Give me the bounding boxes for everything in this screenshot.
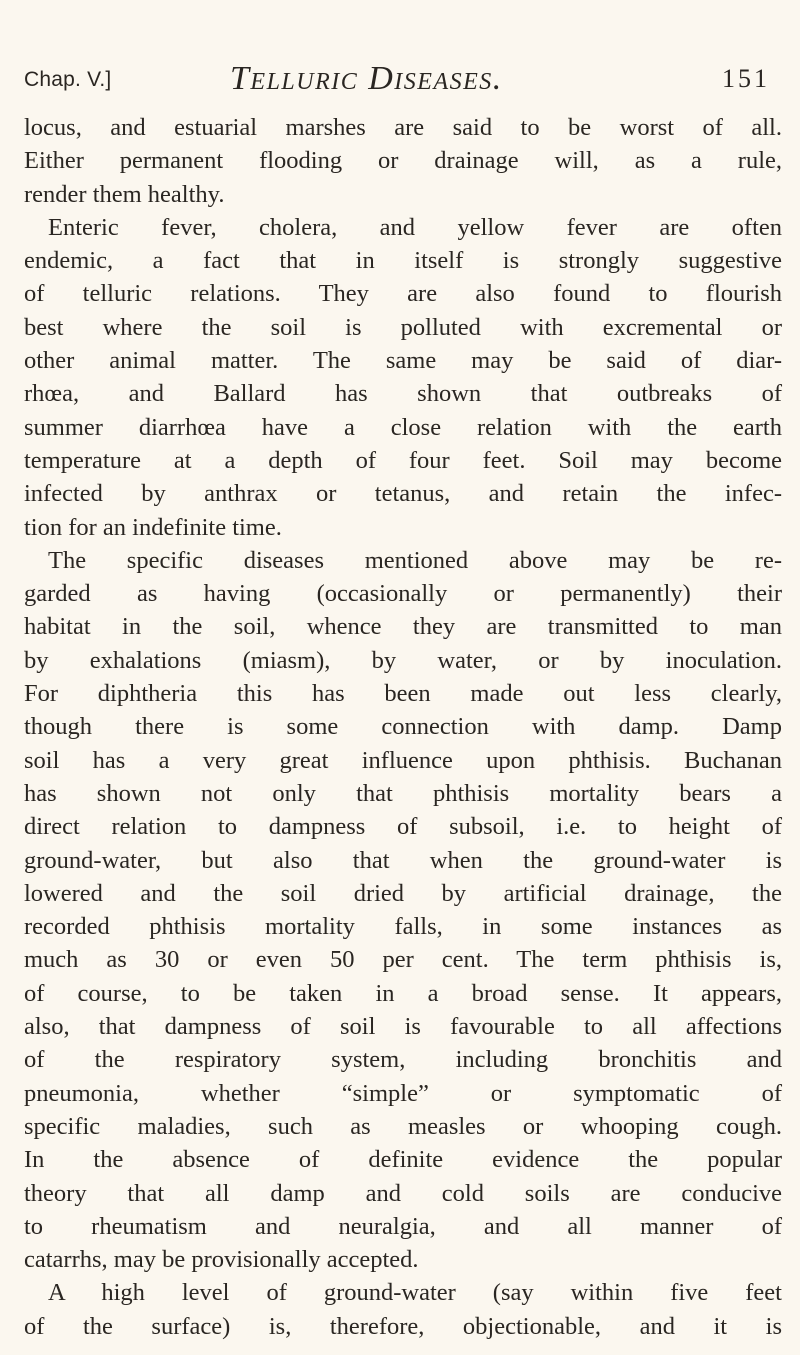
text-line: of telluric relations. They are also found to flourish — [24, 280, 782, 308]
text-line: also, that dampness of soil is favourable to all affections — [24, 1013, 782, 1041]
text-line: soil has a very great influence upon phthisis. Buchanan — [24, 746, 782, 774]
text-line: by exhalations (miasm), by water, or by inoculation. — [24, 646, 782, 674]
text-line: For diphtheria this has been made out less clearly, — [24, 680, 782, 708]
text-line: lowered and the soil dried by artificial drainage, the — [24, 879, 782, 907]
text-line: of course, to be taken in a broad sense. It appears, — [24, 979, 782, 1007]
text-line: direct relation to dampness of subsoil, i.e. to height of — [24, 813, 782, 841]
text-line: catarrhs, may be provisionally accepted. — [24, 1246, 419, 1274]
page-number: 151 — [722, 64, 770, 93]
text-line: ground-water, but also that when the ground-water is — [24, 846, 782, 874]
text-line: much as 30 or even 50 per cent. The term phthisis is, — [24, 946, 782, 974]
text-line: to rheumatism and neuralgia, and all manner of — [24, 1212, 782, 1240]
text-line: endemic, a fact that in itself is strongly suggestive — [24, 247, 782, 275]
text-line: render them healthy. — [24, 180, 225, 208]
text-line: specific maladies, such as measles or whooping cough. — [24, 1112, 782, 1140]
text-line: best where the soil is polluted with excremental or — [24, 313, 782, 341]
text-line: The specific diseases mentioned above may be re- — [48, 546, 782, 574]
text-line: pneumonia, whether “simple” or symptomatic of — [24, 1079, 782, 1107]
text-line: tion for an indefinite time. — [24, 513, 282, 541]
text-line: other animal matter. The same may be said of diar- — [24, 347, 782, 375]
text-line: In the absence of definite evidence the popular — [24, 1146, 782, 1174]
text-line: infected by anthrax or tetanus, and retain the infec- — [24, 480, 782, 508]
body-text — [24, 111, 782, 1343]
text-line: locus, and estuarial marshes are said to be worst of all. — [24, 114, 782, 141]
text-line: garded as having (occasionally or permanently) their — [24, 580, 782, 608]
text-line: summer diarrhœa have a close relation with the earth — [24, 413, 782, 441]
text-line: habitat in the soil, whence they are transmitted to man — [24, 613, 782, 641]
page-title: Telluric Diseases. — [230, 60, 503, 97]
text-line: of the respiratory system, including bronchitis and — [24, 1046, 782, 1074]
text-line: recorded phthisis mortality falls, in some instances as — [24, 913, 782, 941]
running-head — [24, 58, 770, 97]
text-line: Either permanent flooding or drainage will, as a rule, — [24, 147, 782, 175]
text-line: rhœa, and Ballard has shown that outbreaks of — [24, 380, 782, 408]
text-line: theory that all damp and cold soils are conducive — [24, 1179, 782, 1207]
text-line: temperature at a depth of four feet. Soil may become — [24, 446, 782, 474]
text-line: of the surface) is, therefore, objectionable, and it is — [24, 1312, 782, 1340]
text-line: has shown not only that phthisis mortality bears a — [24, 779, 782, 807]
text-line: Enteric fever, cholera, and yellow fever are often — [48, 213, 782, 241]
text-line: A high level of ground-water (say within five feet — [48, 1279, 782, 1307]
chapter-label: Chap. V.] — [24, 68, 112, 91]
text-line: though there is some connection with damp. Damp — [24, 713, 782, 741]
